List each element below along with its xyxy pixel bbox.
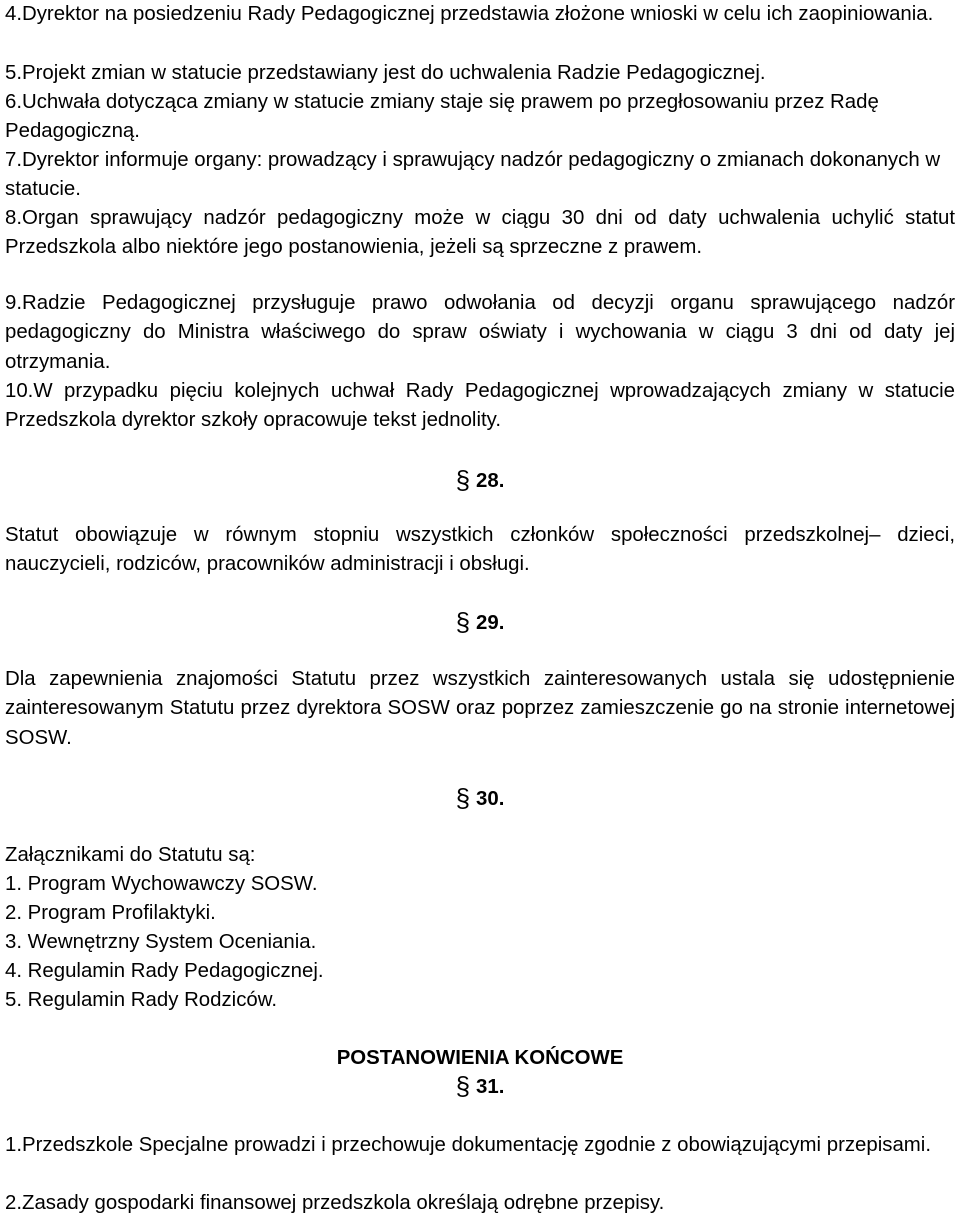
section-number: 29.: [476, 612, 505, 634]
section-number: 31.: [476, 1076, 505, 1098]
attachment-item: 5. Regulamin Rady Rodziców.: [5, 989, 278, 1011]
item-5: 5.Projekt zmian w statucie przedstawiany jest do uchwalenia Radzie Pedagogicznej.: [5, 62, 766, 84]
section-sign: §: [455, 465, 471, 495]
section-number: 30.: [476, 788, 505, 810]
item-7: 7.Dyrektor informuje organy: prowadzący i sprawujący nadzór pedagogiczny o zmianach dokonanych w statucie.: [5, 149, 941, 201]
section-29-heading: [5, 607, 955, 638]
section-29-text: Dla zapewnienia znajomości Statutu przez wszystkich zainteresowanych ustala się udostępnienie zainteresowanym Statutu przez dyrektora SOSW oraz poprzez zamieszczenie go na stronie internetowej SOSW.: [5, 668, 955, 749]
attachment-item: 4. Regulamin Rady Pedagogicznej.: [5, 960, 324, 982]
attachment-item: 2. Program Profilaktyki.: [5, 902, 216, 924]
item-4: 4.Dyrektor na posiedzeniu Rady Pedagogicznej przedstawia złożone wnioski w celu ich zaopiniowania.: [5, 3, 934, 25]
section-28-text: Statut obowiązuje w równym stopniu wszystkich członków społeczności przedszkolnej– dzieci, nauczycieli, rodziców, pracowników administracji i obsługi.: [5, 524, 955, 576]
section-31-item-1: 1.Przedszkole Specjalne prowadzi i przechowuje dokumentację zgodnie z obowiązującymi przepisami.: [5, 1134, 931, 1156]
item-8: 8.Organ sprawujący nadzór pedagogiczny może w ciągu 30 dni od daty uchwalenia uchylić statut Przedszkola albo niektóre jego postanowienia, jeżeli są sprzeczne z prawem.: [5, 207, 955, 259]
section-sign: §: [455, 607, 471, 637]
section-sign: §: [455, 783, 471, 813]
section-30-heading: [5, 783, 955, 814]
attachments-intro: Załącznikami do Statutu są:: [5, 844, 256, 866]
section-sign: §: [455, 1071, 471, 1101]
item-9: 9.Radzie Pedagogicznej przysługuje prawo odwołania od decyzji organu sprawującego nadzór pedagogiczny do Ministra właściwego do spraw oświaty i wychowania w ciągu 3 dni od daty jej otrzymania.: [5, 292, 955, 373]
section-28-heading: [5, 465, 955, 496]
item-10: 10.W przypadku pięciu kolejnych uchwał Rady Pedagogicznej wprowadzających zmiany w statucie Przedszkola dyrektor szkoły opracowuje tekst jednolity.: [5, 380, 955, 432]
final-provisions-heading: POSTANOWIENIA KOŃCOWE: [336, 1047, 624, 1069]
section-31-heading: [5, 1071, 955, 1102]
attachment-item: 3. Wewnętrzny System Oceniania.: [5, 931, 317, 953]
item-6: 6.Uchwała dotycząca zmiany w statucie zmiany staje się prawem po przegłosowaniu przez Radę Pedagogiczną.: [5, 91, 879, 143]
section-number: 28.: [476, 470, 505, 492]
section-31-item-2: 2.Zasady gospodarki finansowej przedszkola określają odrębne przepisy.: [5, 1192, 665, 1214]
attachment-item: 1. Program Wychowawczy SOSW.: [5, 873, 318, 895]
